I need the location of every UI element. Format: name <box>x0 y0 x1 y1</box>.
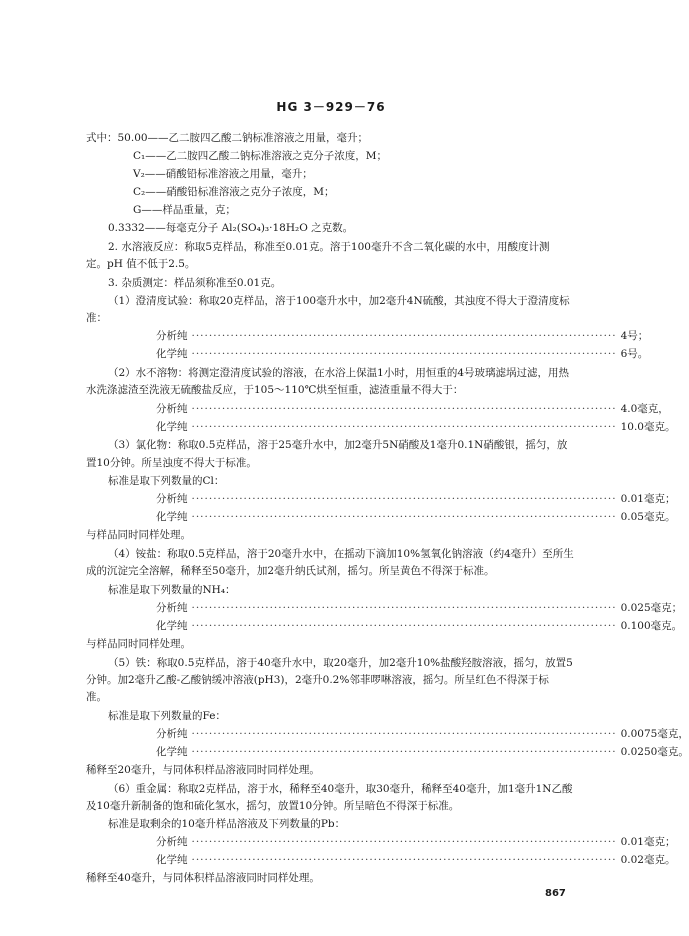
grade-label: 分析纯 <box>156 493 188 505</box>
paragraph-line: 准： <box>86 312 107 324</box>
paragraph-line: 准。 <box>86 691 107 703</box>
grade-value: 0.01毫克； <box>620 493 676 505</box>
leader-dots: ·································································································· <box>191 403 617 415</box>
definition-line: C₁——乙二胺四乙酸二钠标准溶液之克分子浓度，M； <box>133 150 387 162</box>
paragraph-line: （5）铁：称取0.5克样品，溶于40毫升水中，取20毫升，加2毫升10%盐酸羟胺溶液，摇匀，放置5 <box>108 657 573 669</box>
paragraph-line: （2）水不溶物：将测定澄清度试验的溶液，在水浴上保温1小时，用恒重的4号玻璃滤埚过滤，用热 <box>108 367 570 379</box>
standard-line: 标准是取下列数量的Fe： <box>108 710 226 722</box>
grade-value: 6号。 <box>620 348 649 360</box>
paragraph-line: 成的沉淀完全溶解，稀释至50毫升，加2毫升纳氏试剂，摇匀。所呈黄色不得深于标准。 <box>86 565 495 577</box>
grade-value: 10.0毫克。 <box>620 421 676 433</box>
paragraph-line: （3）氯化物：称取0.5克样品，溶于25毫升水中，加2毫升5N硝酸及1毫升0.1N硝酸银，摇匀，放 <box>108 439 568 451</box>
grade-row <box>156 329 649 343</box>
paragraph-line: 及10毫升新制备的饱和硫化氢水，摇匀，放置10分钟。所呈暗色不得深于标准。 <box>86 800 460 812</box>
leader-dots: ·································································································· <box>191 348 617 360</box>
paragraph-line: 与样品同时同样处理。 <box>86 638 191 650</box>
grade-row <box>156 601 683 615</box>
paragraph-line: 稀释至40毫升，与同体积样品溶液同时同样处理。 <box>86 872 320 884</box>
grade-row <box>156 835 676 849</box>
grade-value: 0.100毫克。 <box>620 620 683 632</box>
grade-label: 化学纯 <box>156 348 188 360</box>
paragraph-line: 水洗涤滤渣至洗液无硫酸盐反应，于105～110℃烘至恒重，滤渣重量不得大于： <box>86 384 464 396</box>
standard-line: 标准是取剩余的10毫升样品溶液及下列数量的Pb： <box>108 818 346 830</box>
paragraph-line: 分钟。加2毫升乙酸-乙酸钠缓冲溶液(pH3)，2毫升0.2%邻菲啰啉溶液，摇匀。所呈红色不得深于标 <box>86 674 549 686</box>
grade-row <box>156 510 676 524</box>
grade-row <box>156 619 683 633</box>
grade-label: 分析纯 <box>156 330 188 342</box>
leader-dots: ·································································································· <box>191 620 617 632</box>
grade-row <box>156 853 676 867</box>
leader-dots: ·································································································· <box>191 602 617 614</box>
leader-dots: ·································································································· <box>191 854 617 866</box>
grade-row <box>156 347 649 361</box>
grade-row <box>156 492 676 506</box>
grade-label: 化学纯 <box>156 746 188 758</box>
paragraph-line: 与样品同时同样处理。 <box>86 529 191 541</box>
paragraph-line: 2. 水溶液反应：称取5克样品，称准至0.01克。溶于100毫升不含二氧化碳的水中，用酸度计测 <box>108 241 550 253</box>
paragraph-line: 定。pH 值不低于2.5。 <box>86 258 196 270</box>
grade-label: 分析纯 <box>156 602 188 614</box>
definition-line: 0.3332——每毫克分子 Al₂(SO₄)₃·18H₂O 之克数。 <box>108 222 354 234</box>
standard-number-header: HG 3－929－76 <box>276 100 386 114</box>
grade-value: 0.0250毫克。 <box>620 746 689 758</box>
grade-value: 4号； <box>620 330 649 342</box>
paragraph-line: （6）重金属：称取2克样品，溶于水，稀释至40毫升，取30毫升，稀释至40毫升，加1毫升1N乙酸 <box>108 783 573 795</box>
grade-label: 分析纯 <box>156 836 188 848</box>
leader-dots: ·································································································· <box>191 728 617 740</box>
grade-label: 化学纯 <box>156 421 188 433</box>
grade-value: 0.05毫克。 <box>620 511 676 523</box>
grade-label: 化学纯 <box>156 511 188 523</box>
grade-label: 分析纯 <box>156 403 188 415</box>
grade-value: 4.0毫克， <box>620 403 669 415</box>
grade-value: 0.01毫克； <box>620 836 676 848</box>
paragraph-line: 稀释至20毫升，与同体积样品溶液同时同样处理。 <box>86 764 320 776</box>
paragraph-line: 置10分钟。所呈浊度不得大于标准。 <box>86 457 257 469</box>
standard-line: 标准是取下列数量的NH₄： <box>108 584 236 596</box>
standard-line: 标准是取下列数量的Cl： <box>108 475 225 487</box>
section-heading: 3. 杂质测定：样品须称准至0.01克。 <box>108 277 282 289</box>
grade-row <box>156 745 689 759</box>
leader-dots: ·································································································· <box>191 836 617 848</box>
grade-value: 0.02毫克。 <box>620 854 676 866</box>
definition-line: C₂——硝酸铅标准溶液之克分子浓度，M； <box>133 186 335 198</box>
grade-label: 化学纯 <box>156 620 188 632</box>
grade-label: 分析纯 <box>156 728 188 740</box>
leader-dots: ·································································································· <box>191 330 617 342</box>
leader-dots: ·································································································· <box>191 511 617 523</box>
grade-row <box>156 727 689 741</box>
page-number: 867 <box>545 888 566 899</box>
grade-row <box>156 402 669 416</box>
definition-line: 式中：50.00——乙二胺四乙酸二钠标准溶液之用量，毫升； <box>86 132 369 144</box>
leader-dots: ·································································································· <box>191 421 617 433</box>
paragraph-line: （4）铵盐：称取0.5克样品，溶于20毫升水中，在摇动下滴加10%氢氧化钠溶液（约4毫升）至所生 <box>108 548 574 560</box>
grade-row <box>156 420 676 434</box>
grade-label: 化学纯 <box>156 854 188 866</box>
grade-value: 0.0075毫克， <box>620 728 689 740</box>
paragraph-line: （1）澄清度试验：称取20克样品，溶于100毫升水中，加2毫升4N硫酸，其浊度不得大于澄清度标 <box>108 295 570 307</box>
leader-dots: ·································································································· <box>191 493 617 505</box>
definition-line: V₂——硝酸铅标准溶液之用量，毫升； <box>133 168 313 180</box>
definition-line: G——样品重量，克； <box>133 204 236 216</box>
leader-dots: ·································································································· <box>191 746 617 758</box>
grade-value: 0.025毫克； <box>620 602 683 614</box>
